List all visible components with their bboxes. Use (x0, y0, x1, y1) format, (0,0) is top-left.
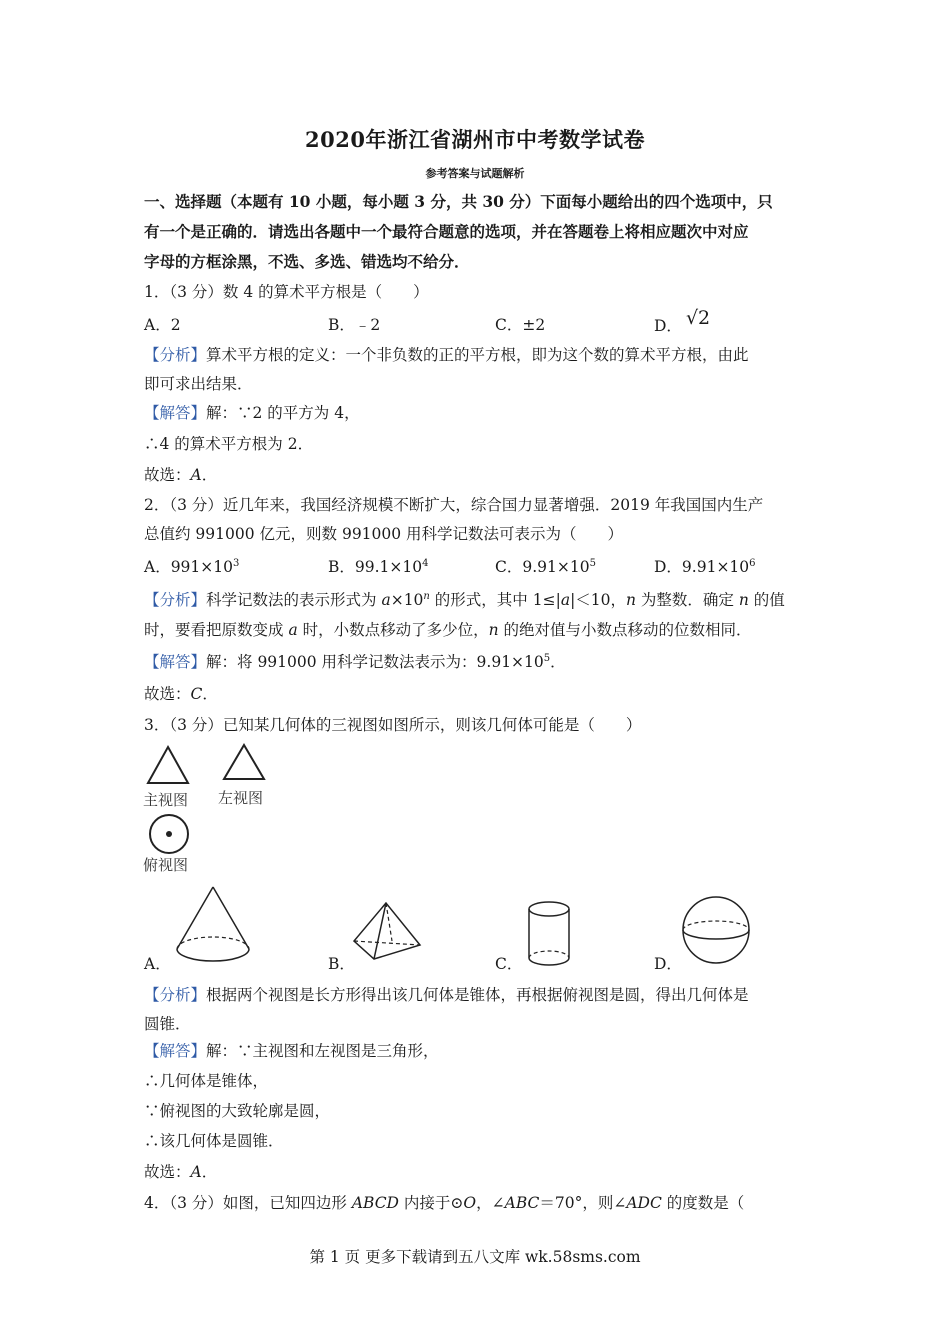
choice-suffix: ． (201, 1163, 218, 1181)
analysis-tag: 【分析】 (144, 986, 207, 1004)
t: 4．（3 分）如图，已知四边形 (144, 1194, 352, 1212)
t: 的度数是（ (661, 1194, 745, 1212)
analysis-tag: 【分析】 (144, 591, 207, 609)
pyramid-figure (352, 901, 422, 963)
q2-answer-line-1 (144, 652, 809, 672)
q3-answer-line-1 (144, 1041, 809, 1061)
answer-tag: 【解答】 (144, 404, 207, 422)
left-view-triangle-figure (222, 743, 266, 781)
cone-figure (173, 885, 253, 967)
q3-answer-line-4: ∴该几何体是圆锥． (144, 1132, 284, 1150)
q2-option-a-exp: 3 (233, 558, 240, 569)
t: 科学记数法的表示形式为 (206, 591, 382, 609)
sqrt-2-math: √2 (685, 307, 711, 329)
q3-option-a: A． (144, 955, 171, 973)
t: ABCD (351, 1194, 399, 1212)
q1-option-a: A．2 (144, 316, 181, 334)
q3-choice (144, 1162, 809, 1182)
section-instructions-line-3: 字母的方框涂黑，不选、多选、错选均不给分． (144, 252, 470, 271)
q3-answer-line-3: ∵俯视图的大致轮廓是圆， (144, 1102, 331, 1120)
q4-stem (144, 1193, 809, 1213)
section-instructions-line-1: 一、选择题（本题有 10 小题，每小题 3 分，共 30 分）下面每小题给出的四个选项中，只 (144, 192, 773, 211)
q1-answer-line-1 (144, 403, 809, 423)
q2-choice (144, 684, 809, 704)
t: n (626, 591, 636, 609)
front-view-triangle-figure (146, 745, 190, 785)
choice-letter: C (190, 685, 203, 703)
q2-option-d-label: D．9.91×10 (654, 558, 750, 576)
q2-option-b-label: B．99.1×10 (328, 558, 423, 576)
q3-answer-line-2: ∴几何体是锥体， (144, 1072, 269, 1090)
front-view-label: 主视图 (143, 791, 189, 809)
q2-answer-exp: 5 (543, 653, 551, 664)
choice-suffix: ． (201, 466, 218, 484)
q1-option-d-label: D． (654, 317, 682, 335)
choice-letter: A (190, 466, 202, 484)
q2-analysis-line-2 (144, 620, 809, 640)
q3-analysis-line-2: 圆锥． (144, 1015, 191, 1033)
q1-analysis-text: 算术平方根的定义：一个非负数的正的平方根，即为这个数的算术平方根，由此 (206, 346, 749, 364)
q3-analysis-line-1 (144, 985, 809, 1005)
q1-option-b: B．﹣2 (328, 316, 381, 334)
q2-stem-line-1: 2．（3 分）近几年来，我国经济规模不断扩大，综合国力显著增强．2019 年我国国内生产 (144, 496, 764, 514)
t: a (560, 591, 571, 609)
q2-analysis-line-1 (144, 590, 809, 610)
t: n (423, 591, 430, 602)
q3-stem: 3．（3 分）已知某几何体的三视图如图所示，则该几何体可能是（ ） (144, 716, 642, 734)
q2-option-c-exp: 5 (589, 558, 596, 569)
q2-stem-line-2: 总值约 991000 亿元，则数 991000 用科学记数法可表示为（ ） (144, 525, 624, 543)
t: 的形式，其中 1≤| (429, 591, 561, 609)
q2-option-a (144, 557, 239, 577)
answer-tag: 【解答】 (144, 653, 207, 671)
q3-option-d: D． (654, 955, 682, 973)
q2-option-d (654, 557, 756, 577)
t: 的值 (748, 591, 785, 609)
q1-analysis-line-2: 即可求出结果． (144, 375, 253, 393)
top-view-circle-figure (147, 812, 191, 856)
choice-prefix: 故选： (144, 466, 191, 484)
q3-answer-text: 解：∵主视图和左视图是三角形， (206, 1042, 439, 1060)
t: 时，小数点移动了多少位， (297, 621, 489, 639)
page-footer: 第 1 页 更多下载请到五八文库 wk.58sms.com (309, 1248, 641, 1266)
q2-option-a-label: A．991×10 (144, 558, 233, 576)
q1-answer-line-2: ∴4 的算术平方根为 2． (144, 435, 314, 453)
t: n (488, 621, 499, 639)
q2-option-b (328, 557, 429, 577)
q1-stem: 1．（3 分）数 4 的算术平方根是（ ） (144, 283, 429, 301)
answer-tag: 【解答】 (144, 1042, 207, 1060)
q3-option-c: C． (495, 955, 523, 973)
t: 为整数．确定 (636, 591, 739, 609)
t: a (288, 621, 298, 639)
t: O (463, 1194, 477, 1212)
q2-option-b-exp: 4 (422, 558, 429, 569)
q2-option-c (495, 557, 596, 577)
page-title: 2020年浙江省湖州市中考数学试卷 (305, 127, 645, 152)
q1-answer-text: 解：∵2 的平方为 4， (206, 404, 360, 422)
t: 的绝对值与小数点移动的位数相同． (498, 621, 752, 639)
t: ×10 (390, 591, 424, 609)
t: ，∠ (476, 1194, 505, 1212)
sphere-figure (681, 895, 751, 965)
t: 时，要看把原数变成 (144, 621, 289, 639)
section-instructions-line-2: 有一个是正确的．请选出各题中一个最符合题意的选项，并在答题卷上将相应题次中对应 (144, 222, 749, 241)
t: ＝70°，则∠ (539, 1194, 627, 1212)
q1-analysis-line-1 (144, 345, 809, 365)
q1-choice (144, 465, 809, 485)
t: n (738, 591, 749, 609)
q3-option-b: B． (328, 955, 355, 973)
choice-letter: A (190, 1163, 202, 1181)
analysis-tag: 【分析】 (144, 346, 207, 364)
top-view-label: 俯视图 (143, 856, 189, 874)
left-view-label: 左视图 (218, 789, 264, 807)
page-subtitle: 参考答案与试题解析 (425, 167, 525, 180)
choice-prefix: 故选： (144, 1163, 191, 1181)
q2-answer-text: 解：将 991000 用科学记数法表示为：9.91×10 (206, 653, 544, 671)
t: 内接于⊙ (399, 1194, 464, 1212)
q3-analysis-text: 根据两个视图是长方形得出该几何体是锥体，再根据俯视图是圆，得出几何体是 (206, 986, 749, 1004)
t: |＜10， (570, 591, 627, 609)
t: a (381, 591, 391, 609)
choice-prefix: 故选： (144, 685, 191, 703)
cylinder-figure (526, 900, 572, 968)
q2-option-c-label: C．9.91×10 (495, 558, 590, 576)
q2-answer-end: ． (550, 653, 566, 671)
q1-option-c: C．±2 (495, 316, 546, 334)
t: ADC (626, 1194, 662, 1212)
choice-suffix: ． (202, 685, 218, 703)
t: ABC (504, 1194, 540, 1212)
q1-option-d (654, 307, 711, 336)
q2-option-d-exp: 6 (749, 558, 756, 569)
